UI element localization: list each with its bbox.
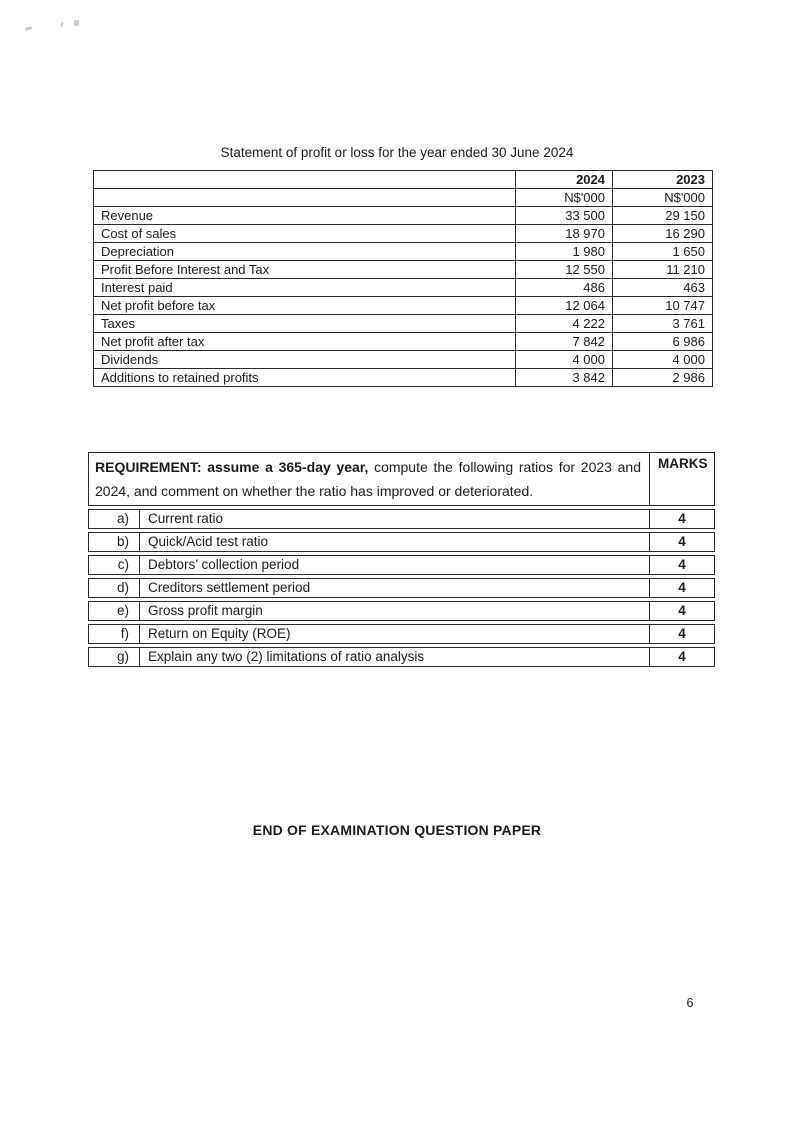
- statement-title: Statement of profit or loss for the year ended 30 June 2024: [220, 145, 574, 160]
- unit-label: N$'000: [613, 189, 713, 207]
- value-2024: 12 064: [516, 297, 613, 315]
- requirement-table: [88, 449, 715, 670]
- requirement-row: [88, 578, 715, 598]
- scan-artifact: [25, 26, 32, 30]
- end-of-paper-text: END OF EXAMINATION QUESTION PAPER: [252, 822, 542, 838]
- item-text: Creditors settlement period: [140, 578, 650, 598]
- item-text: Return on Equity (ROE): [140, 624, 650, 644]
- marks-column-header: MARKS: [650, 452, 715, 506]
- value-2024: 1 980: [516, 243, 613, 261]
- requirement-row: [88, 624, 715, 644]
- item-text: Explain any two (2) limitations of ratio analysis: [140, 647, 650, 667]
- item-text: Gross profit margin: [140, 601, 650, 621]
- requirement-row: [88, 647, 715, 667]
- table-row: [94, 315, 713, 333]
- value-2024: 486: [516, 279, 613, 297]
- value-2023: 2 986: [613, 369, 713, 387]
- table-row: [94, 261, 713, 279]
- item-text: Quick/Acid test ratio: [140, 532, 650, 552]
- value-2023: 1 650: [613, 243, 713, 261]
- item-marks: 4: [650, 555, 715, 575]
- item-letter: f): [88, 624, 140, 644]
- value-2024: 33 500: [516, 207, 613, 225]
- item-letter: d): [88, 578, 140, 598]
- item-marks: 4: [650, 647, 715, 667]
- row-label: Interest paid: [94, 279, 516, 297]
- item-marks: 4: [650, 509, 715, 529]
- value-2024: 12 550: [516, 261, 613, 279]
- row-label: Profit Before Interest and Tax: [94, 261, 516, 279]
- value-2023: 463: [613, 279, 713, 297]
- scan-artifact: [74, 20, 80, 27]
- item-text: Current ratio: [140, 509, 650, 529]
- row-label: Revenue: [94, 207, 516, 225]
- item-letter: c): [88, 555, 140, 575]
- unit-label: N$'000: [516, 189, 613, 207]
- value-2023: 4 000: [613, 351, 713, 369]
- value-2023: 6 986: [613, 333, 713, 351]
- table-row: [94, 297, 713, 315]
- row-label: Cost of sales: [94, 225, 516, 243]
- profit-loss-table: [93, 170, 713, 387]
- requirement-header-row: [88, 452, 715, 506]
- item-letter: e): [88, 601, 140, 621]
- row-label: Taxes: [94, 315, 516, 333]
- row-label: Additions to retained profits: [94, 369, 516, 387]
- table-row: [94, 243, 713, 261]
- units-row: [94, 189, 713, 207]
- item-letter: g): [88, 647, 140, 667]
- item-marks: 4: [650, 532, 715, 552]
- value-2024: 4 000: [516, 351, 613, 369]
- row-label: Net profit before tax: [94, 297, 516, 315]
- row-label: Dividends: [94, 351, 516, 369]
- item-text: Debtors’ collection period: [140, 555, 650, 575]
- table-row: [94, 225, 713, 243]
- scan-artifact: [60, 22, 63, 27]
- table-row: [94, 351, 713, 369]
- requirement-instruction: [88, 452, 650, 506]
- value-2024: 7 842: [516, 333, 613, 351]
- value-2023: 29 150: [613, 207, 713, 225]
- row-label: Depreciation: [94, 243, 516, 261]
- item-marks: 4: [650, 601, 715, 621]
- requirement-row: [88, 601, 715, 621]
- item-letter: b): [88, 532, 140, 552]
- requirement-row: [88, 509, 715, 529]
- table-header-row: [94, 171, 713, 189]
- item-marks: 4: [650, 624, 715, 644]
- value-2024: 18 970: [516, 225, 613, 243]
- year-header-2023: 2023: [613, 171, 713, 189]
- requirement-instruction-bold: REQUIREMENT: assume a 365-day year,: [95, 458, 369, 475]
- row-label: Net profit after tax: [94, 333, 516, 351]
- value-2024: 3 842: [516, 369, 613, 387]
- table-row: [94, 333, 713, 351]
- requirement-row: [88, 532, 715, 552]
- table-row: [94, 279, 713, 297]
- year-header-2024: 2024: [516, 171, 613, 189]
- empty-cell: [94, 189, 516, 207]
- value-2023: 10 747: [613, 297, 713, 315]
- empty-cell: [94, 171, 516, 189]
- page-number: 6: [686, 996, 694, 1010]
- value-2024: 4 222: [516, 315, 613, 333]
- requirement-row: [88, 555, 715, 575]
- item-letter: a): [88, 509, 140, 529]
- value-2023: 16 290: [613, 225, 713, 243]
- requirement-instruction-rest: compute the following ratios for 2023 and 2024, and comment on whether the ratio has improved or deteriorated.: [95, 458, 641, 499]
- table-row: [94, 369, 713, 387]
- value-2023: 3 761: [613, 315, 713, 333]
- value-2023: 11 210: [613, 261, 713, 279]
- table-row: [94, 207, 713, 225]
- item-marks: 4: [650, 578, 715, 598]
